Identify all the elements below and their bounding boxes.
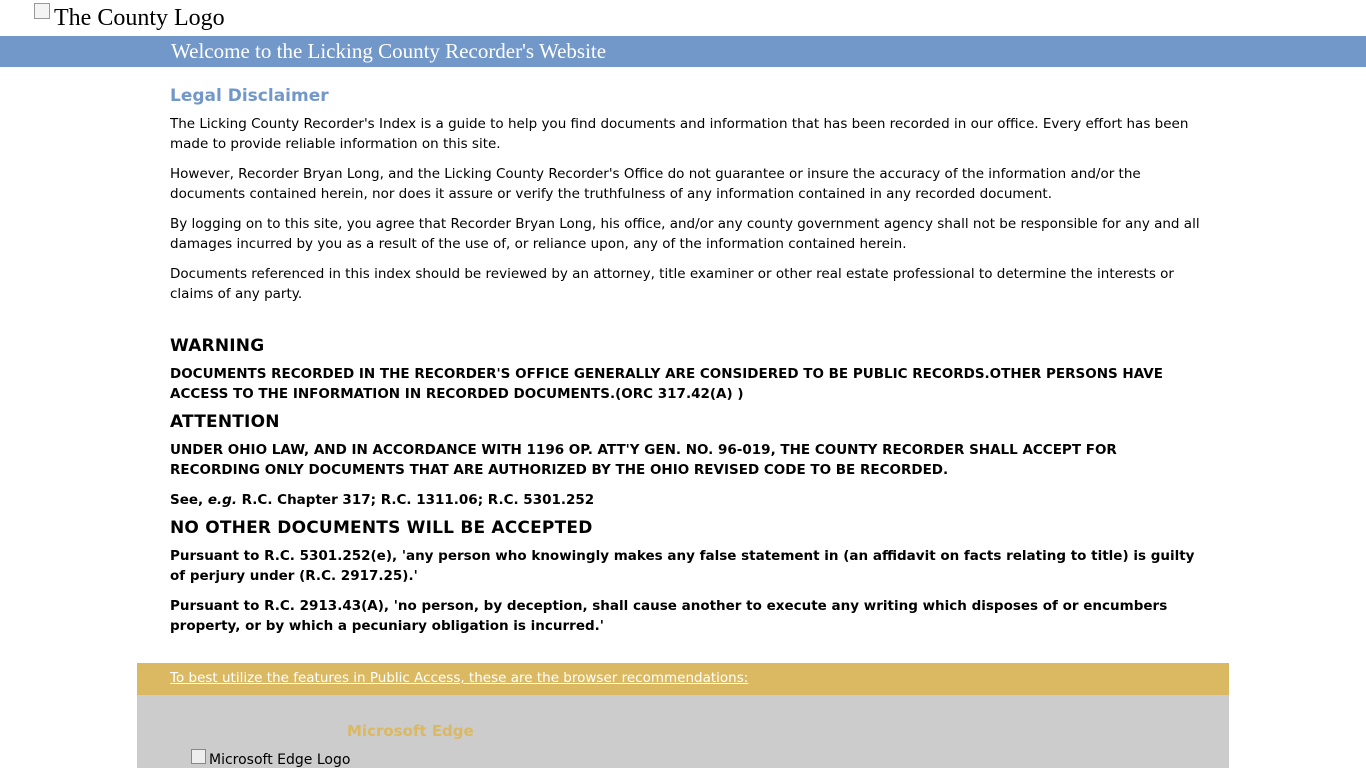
disclaimer-paragraph: However, Recorder Bryan Long, and the Licking County Recorder's Office do not guarantee or insure the accuracy of the information and/or the documents contained herein, nor does it assure or verify the truthfulness of any information contained in any recorded document. bbox=[170, 166, 1141, 202]
perjury-notice: Pursuant to R.C. 5301.252(e), 'any person who knowingly makes any false statement in (an affidavit on facts relating to title) is guilty of perjury under (R.C. 2917.25).' bbox=[170, 548, 1195, 584]
deception-notice: Pursuant to R.C. 2913.43(A), 'no person, by deception, shall cause another to execute any writing which disposes of or encumbers property, or by which a pecuniary obligation is incurred.' bbox=[170, 598, 1168, 634]
county-logo bbox=[34, 1, 225, 35]
warning-text: DOCUMENTS RECORDED IN THE RECORDER'S OFFICE GENERALLY ARE CONSIDERED TO BE PUBLIC RECORDS.OTHER PERSONS HAVE ACCESS TO THE INFORMATION IN RECORDED DOCUMENTS.(ORC 317.42(A) ) bbox=[170, 366, 1163, 402]
edge-logo-alt-text: Microsoft Edge Logo bbox=[209, 752, 351, 768]
banner-title: Welcome to the Licking County Recorder's Website bbox=[171, 39, 607, 63]
disclaimer-paragraph: The Licking County Recorder's Index is a guide to help you find documents and information that has been recorded in our office. Every effort has been made to provide reliable information on this site. bbox=[170, 116, 1189, 152]
broken-image-icon bbox=[34, 3, 50, 19]
see-refs: R.C. Chapter 317; R.C. 1311.06; R.C. 5301.252 bbox=[236, 492, 595, 508]
see-prefix: See, bbox=[170, 492, 208, 508]
legal-disclaimer-heading: Legal Disclaimer bbox=[170, 86, 329, 106]
disclaimer-paragraph: By logging on to this site, you agree that Recorder Bryan Long, his office, and/or any county government agency shall not be responsible for any and all damages incurred by you as a result of the use of, or reliance upon, any of the information contained herein. bbox=[170, 216, 1200, 252]
attention-heading: ATTENTION bbox=[170, 412, 280, 432]
see-eg: e.g. bbox=[207, 492, 237, 508]
warning-heading: WARNING bbox=[170, 336, 265, 356]
statute-references bbox=[170, 490, 1200, 510]
disclaimer-paragraph: Documents referenced in this index should be reviewed by an attorney, title examiner or other real estate professional to determine the interests or claims of any party. bbox=[170, 266, 1174, 302]
main-content bbox=[170, 86, 1200, 646]
attention-text: UNDER OHIO LAW, AND IN ACCORDANCE WITH 1196 OP. ATT'Y GEN. NO. 96-019, THE COUNTY RECORDER SHALL ACCEPT FOR RECORDING ONLY DOCUMENTS THAT ARE AUTHORIZED BY THE OHIO REVISED CODE TO BE RECORDED. bbox=[170, 442, 1117, 478]
welcome-banner bbox=[0, 36, 1366, 67]
browser-recommendation-panel bbox=[137, 695, 1229, 768]
broken-image-icon bbox=[191, 749, 206, 764]
edge-logo bbox=[191, 752, 350, 768]
county-logo-alt-text: The County Logo bbox=[54, 4, 225, 31]
no-other-documents-heading: NO OTHER DOCUMENTS WILL BE ACCEPTED bbox=[170, 518, 593, 538]
browser-recommendations-link[interactable]: To best utilize the features in Public Access, these are the browser recommendations: bbox=[170, 670, 749, 686]
browser-name: Microsoft Edge bbox=[347, 722, 474, 740]
browser-recommendation-bar bbox=[137, 663, 1229, 695]
